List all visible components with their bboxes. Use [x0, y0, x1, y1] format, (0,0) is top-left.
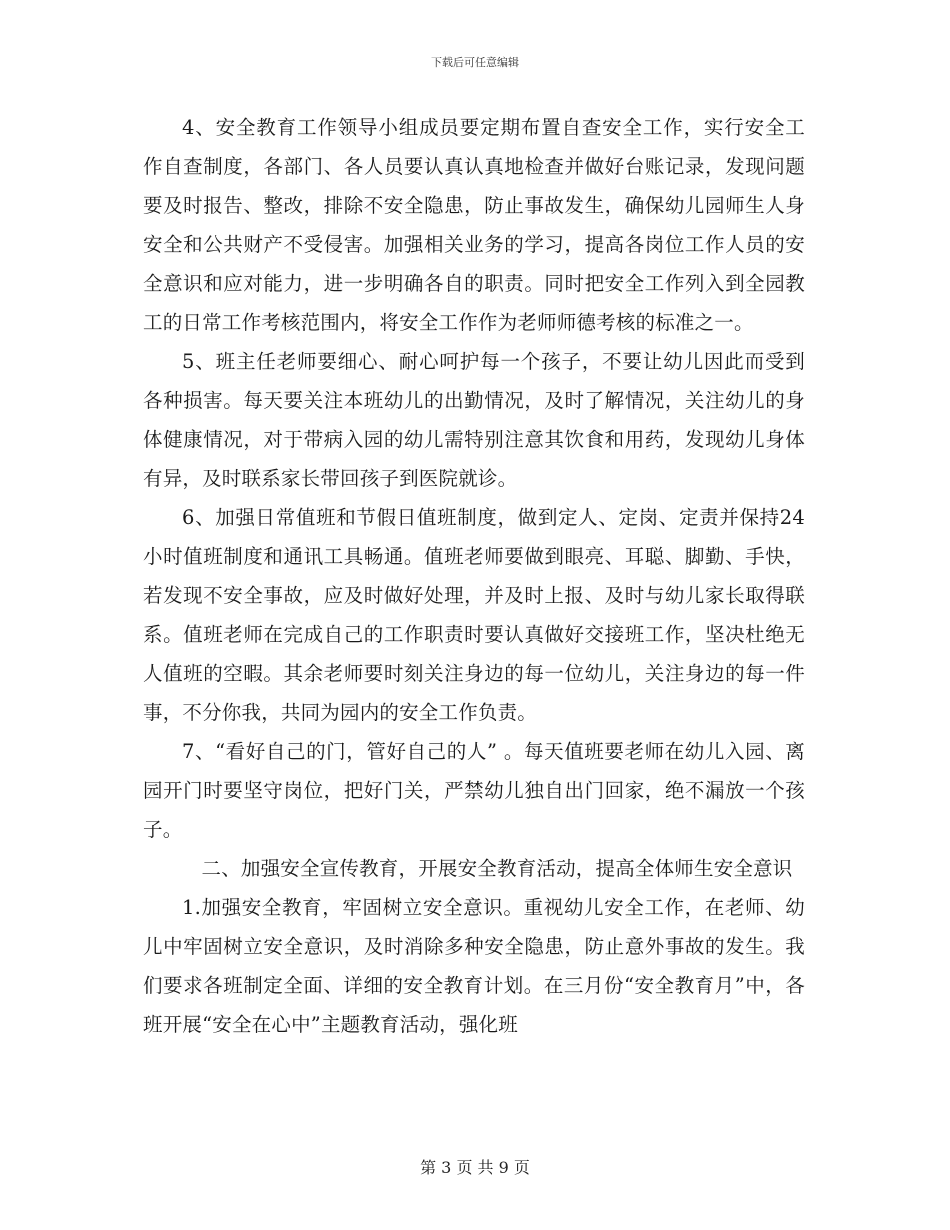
paragraph-item-4: 4、安全教育工作领导小组成员要定期布置自查安全工作，实行安全工作自查制度，各部门、各人员要认真认真地检查并做好台账记录，发现问题要及时报告、整改，排除不安全隐患，防止事故发生，确保幼儿园师生人身安全和公共财产不受侵害。加强相关业务的学习，提高各岗位工作人员的安全意识和应对能力，进一步明确各自的职责。同时把安全工作列入到全园教工的日常工作考核范围内，将安全工作作为老师师德考核的标准之一。 [143, 116, 805, 334]
paragraph-item-6: 6、加强日常值班和节假日值班制度，做到定人、定岗、定责并保持24小时值班制度和通讯工具畅通。值班老师要做到眼亮、耳聪、脚勤、手快，若发现不安全事故，应及时做好处理，并及时上报、及时与幼儿家长取得联系。值班老师在完成自己的工作职责时要认真做好交接班工作，坚决杜绝无人值班的空暇。其余老师要时刻关注身边的每一位幼儿，关注身边的每一件事，不分你我，共同为园内的安全工作负责。 [143, 506, 805, 724]
paragraph-section-2-item-1: 1.加强安全教育，牢固树立安全意识。重视幼儿安全工作，在老师、幼儿中牢固树立安全意识，及时消除多种安全隐患，防止意外事故的发生。我们要求各班制定全面、详细的安全教育计划。在三月份“安全教育月”中，各班开展“安全在心中”主题教育活动，强化班 [143, 896, 805, 1036]
paragraph-item-5: 5、班主任老师要细心、耐心呵护每一个孩子，不要让幼儿因此而受到各种损害。每天要关注本班幼儿的出勤情况，及时了解情况，关注幼儿的身体健康情况，对于带病入园的幼儿需特别注意其饮食和用药，发现幼儿身体有异，及时联系家长带回孩子到医院就诊。 [143, 350, 805, 490]
page-footer: 第 3 页 共 9 页 [420, 1158, 530, 1177]
paragraph-item-7: 7、“看好自己的门，管好自己的人” 。每天值班要老师在幼儿入园、离园开门时要坚守岗位，把好门关，严禁幼儿独自出门回家，绝不漏放一个孩子。 [143, 740, 805, 841]
document-body [143, 108, 805, 1044]
section-heading: 二、加强安全宣传教育，开展安全教育活动，提高全体师生安全意识 [201, 857, 793, 880]
page-header: 下载后可任意编辑 [431, 56, 519, 69]
